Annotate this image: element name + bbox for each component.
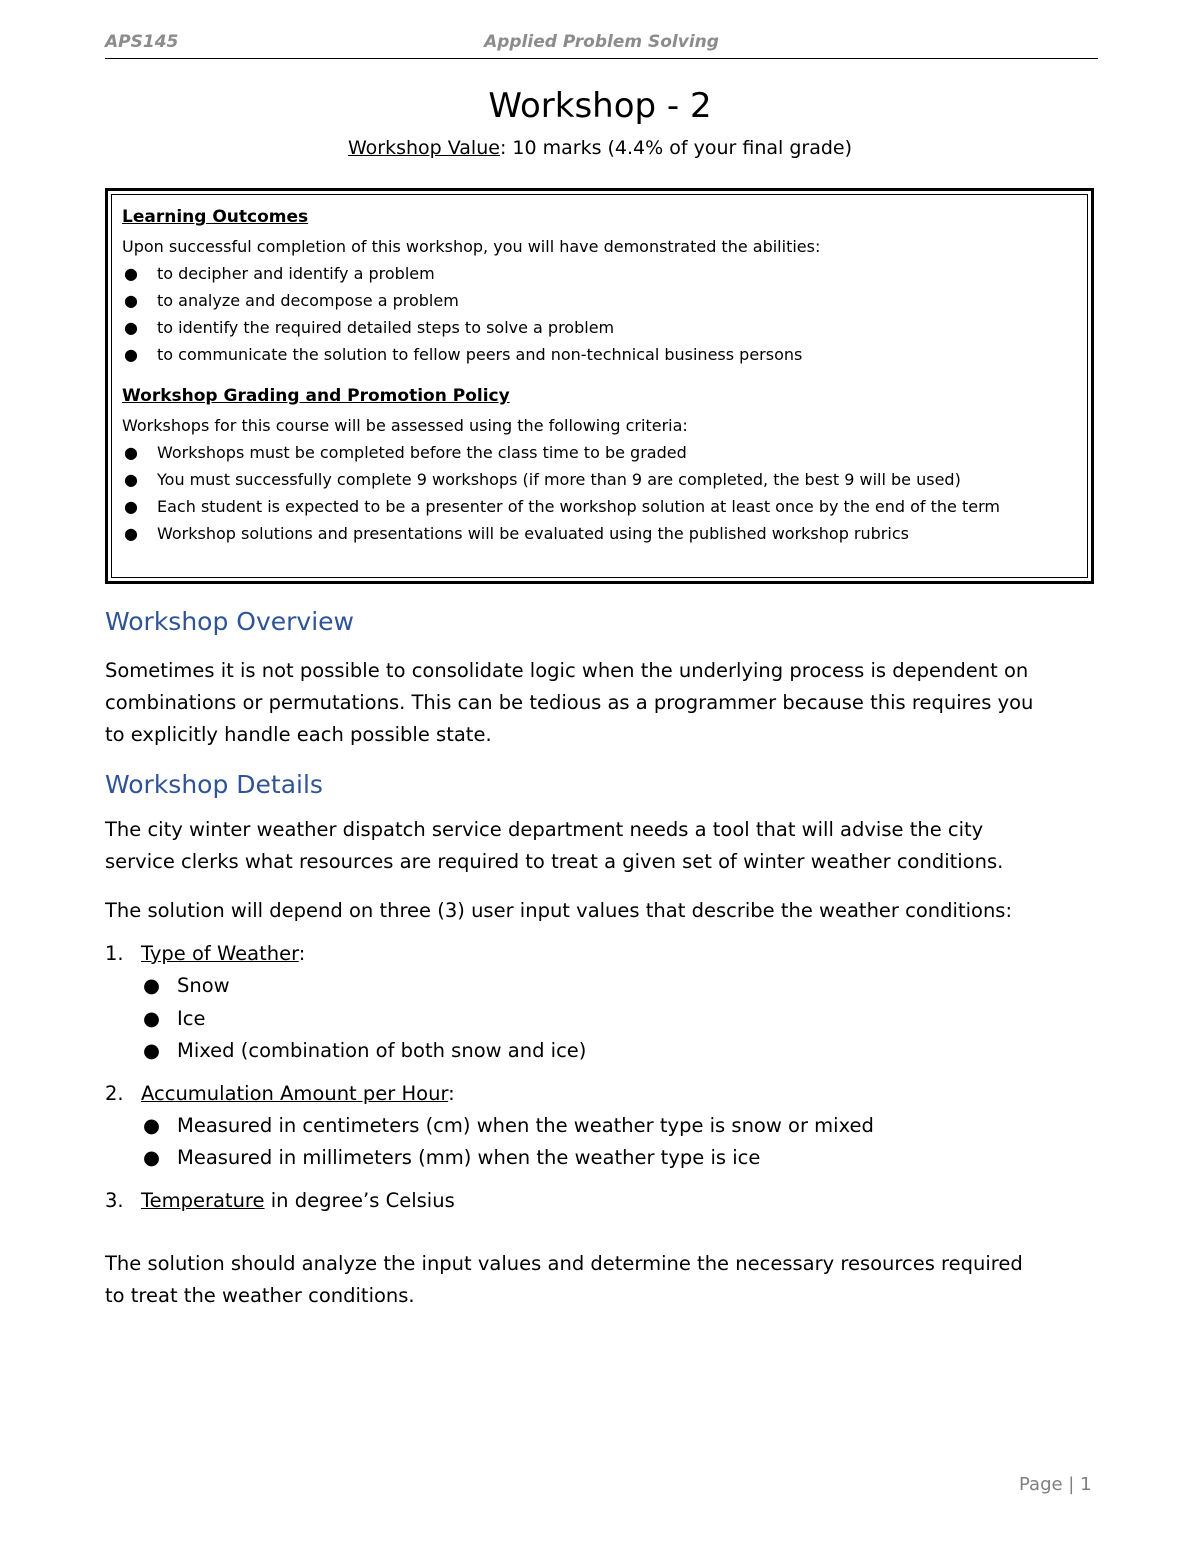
list-item: ● to decipher and identify a problem bbox=[122, 260, 1077, 287]
page-title: Workshop - 2 bbox=[488, 86, 712, 126]
workshop-value-label: Workshop Value bbox=[347, 137, 500, 159]
list-item: ● You must successfully complete 9 workshops (if more than 9 are completed, the best 9 will be used) bbox=[122, 466, 1077, 493]
bullet-icon: ● bbox=[143, 1146, 161, 1169]
course-name: Applied Problem Solving bbox=[484, 32, 719, 52]
list-item: ● to communicate the solution to fellow peers and non-technical business persons bbox=[122, 341, 1077, 368]
details-heading: Workshop Details bbox=[105, 770, 323, 799]
page-number: Page | 1 bbox=[1019, 1474, 1092, 1495]
bullet-icon: ● bbox=[124, 470, 138, 489]
input-item-temperature: 3. Temperature in degree’s Celsius bbox=[105, 1188, 455, 1212]
course-code: APS145 bbox=[105, 32, 179, 52]
outcomes-box bbox=[105, 188, 1094, 584]
grading-policy-heading: Workshop Grading and Promotion Policy bbox=[122, 386, 510, 406]
list-item: ● Each student is expected to be a presenter of the workshop solution at least once by the end of the term bbox=[122, 493, 1077, 520]
list-item: ● Measured in centimeters (cm) when the weather type is snow or mixed bbox=[105, 1110, 1105, 1143]
grading-policy-intro: Workshops for this course will be assessed using the following criteria: bbox=[122, 416, 688, 435]
input-item-weather-type: 1. Type of Weather: bbox=[105, 942, 306, 965]
bullet-icon: ● bbox=[124, 264, 138, 283]
list-item: ● Mixed (combination of both snow and ice) bbox=[105, 1035, 1105, 1068]
overview-heading: Workshop Overview bbox=[105, 607, 354, 636]
overview-paragraph: Sometimes it is not possible to consolidate logic when the underlying process is dependent on combinations or permutations. This can be tedious as a programmer because this requires you to explicitly handle each possible state. bbox=[105, 659, 1034, 746]
bullet-icon: ● bbox=[143, 974, 161, 997]
input-item-accumulation: 2. Accumulation Amount per Hour: bbox=[105, 1081, 455, 1105]
bullet-icon: ● bbox=[124, 318, 138, 337]
bullet-icon: ● bbox=[124, 345, 138, 364]
list-item: ● to identify the required detailed steps to solve a problem bbox=[122, 314, 1077, 341]
bullet-icon: ● bbox=[124, 497, 138, 516]
bullet-icon: ● bbox=[143, 1006, 161, 1030]
details-paragraph-1: The city winter weather dispatch service department needs a tool that will advise the city service clerks what resources are required to treat a given set of winter weather conditions. bbox=[105, 818, 1004, 873]
list-item: ● Ice bbox=[105, 1003, 1105, 1036]
learning-outcomes-intro: Upon successful completion of this workshop, you will have demonstrated the abilities: bbox=[122, 237, 821, 256]
page-header bbox=[105, 30, 1098, 59]
list-item: ● to analyze and decompose a problem bbox=[122, 287, 1077, 314]
bullet-icon: ● bbox=[124, 524, 138, 543]
bullet-icon: ● bbox=[124, 443, 138, 462]
accumulation-options bbox=[105, 1110, 1105, 1175]
bullet-icon: ● bbox=[143, 1039, 161, 1062]
workshop-value-text: : 10 marks (4.4% of your final grade) bbox=[499, 137, 853, 159]
weather-type-options bbox=[105, 970, 1105, 1068]
closing-paragraph: The solution should analyze the input values and determine the necessary resources required to treat the weather conditions. bbox=[105, 1252, 1023, 1307]
list-item: ● Measured in millimeters (mm) when the weather type is ice bbox=[105, 1142, 1105, 1175]
details-paragraph-2: The solution will depend on three (3) user input values that describe the weather conditions: bbox=[105, 899, 1013, 922]
learning-outcomes-heading: Learning Outcomes bbox=[122, 207, 309, 227]
list-item: ● Workshop solutions and presentations will be evaluated using the published workshop rubrics bbox=[122, 520, 1077, 547]
list-item: ● Snow bbox=[105, 970, 1105, 1003]
learning-outcomes-list bbox=[122, 260, 1077, 368]
bullet-icon: ● bbox=[143, 1113, 161, 1137]
input-values-list bbox=[105, 938, 1105, 1217]
list-item: ● Workshops must be completed before the class time to be graded bbox=[122, 439, 1077, 466]
bullet-icon: ● bbox=[124, 291, 138, 310]
grading-policy-list bbox=[122, 439, 1077, 547]
workshop-value bbox=[0, 137, 1200, 159]
outcomes-box-inner bbox=[111, 194, 1088, 578]
